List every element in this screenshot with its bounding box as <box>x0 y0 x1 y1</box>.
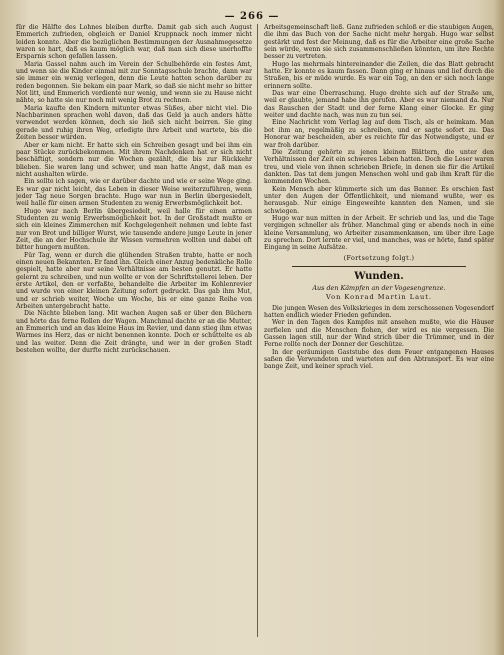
page-edge-shadow <box>494 0 504 655</box>
paragraph: Aber er kam nicht. Er hatte sich ein Schreiben gesagt und bei ihm ein paar Stücke zurückbekommen. Mit ihrem Nachdenken hat er sich nicht beschäftigt, sondern nur die Wochen gezählt, die bis zur Rückkehr blieben. Sie waren lang und schwer, und man hatte Angst, daß man es nicht aushalten würde. <box>16 141 252 178</box>
continuation-note: (Fortsetzung folgt.) <box>343 253 415 262</box>
paragraph: Für Tag, wenn er durch die glühenden Straßen trabte, hatte er noch einen neuen Bekannten. Er fand ihn. Gleich einer Anzug bedenkliche Rolle gespielt, hatte aber nur seine Verhältnisse am besten genutzt. Er hatte gelernt zu schreiben, und nun wollte er von der Schriftstellerei leben. Der erste Artikel, den er verfaßte, behandelte die Arbeiter im Kohlenrevier und wurde von einer kleinen Zeitung sofort gedruckt. Das gab ihm Mut, und er schrieb weiter, Woche um Woche, bis er eine ganze Reihe von Arbeiten untergebracht hatte. <box>16 251 252 311</box>
page-number: — 266 — <box>224 11 280 22</box>
right-column-text <box>264 24 494 252</box>
paragraph: Arbeitsgemeinschaft ließ. Ganz zufrieden schloß er die staubigen Augen, die ihm das Buch von der Sache nicht mehr hergab. Hugo war selbst gestärkt und fest der Meinung, daß es für die Arbeiter eine große Sache sein würde, wenn sie sich zusammenschließen könnten, um ihre Rechte besser zu vertreten. <box>264 24 494 61</box>
right-column <box>264 24 494 641</box>
column-divider <box>257 24 258 637</box>
poem-author: Von Konrad Martin Laut. <box>325 292 433 301</box>
paragraph: für die Hälfte des Lohnes bleiben durfte. Damit gab sich auch August Emmerich zufrieden, obgleich er Daniel Kruppnack noch immer nicht leiden konnte. Aber die bezüglichen Bestimmungen der Ausnahmegesetze waren so hart, daß es kaum möglich war, daß man sich diese unerhoffte Ersparnis schon gefallen lassen. <box>16 24 252 61</box>
paragraph: Die jungen Wesen des Volkskrieges in dem zerschossenen Vogesendorf hatten endlich wieder Frieden gefunden. <box>264 304 494 319</box>
poem-body <box>264 305 494 371</box>
paragraph: Ein sollte ich sagen, wie er darüber dachte und wie er seine Wege ging. Es war gar nicht leicht, das Leben in dieser Weise weiterzuführen, wenn jeder Tag neue Sorgen brachte. Hugo war nun in Berlin übergesiedelt, weil halle für einen armen Studenten zu wenig Erwerbsmöglichkeit bot. <box>16 178 252 208</box>
paragraph: Die Zeitung gehörte zu jenen kleinen Blättern, die unter den Verhältnissen der Zeit ein schweres Leben hatten. Doch die Leser waren treu, und viele von ihnen schrieben Briefe, in denen sie für die Artikel dankten. Das tat dem jungen Menschen wohl und gab ihm Kraft für die kommenden Wochen. <box>264 148 494 186</box>
paragraph: Die Nächte blieben lang. Mit wachen Augen saß er über den Büchern und hörte das ferne Rollen der Wagen. Manchmal dachte er an die Mutter, an Emmerich und an das kleine Haus im Revier, und dann stieg ihm etwas Warmes ins Herz, das er nicht benennen konnte. Doch er schüttelte es ab und las weiter. Denn die Zeit drängte, und wer in der großen Stadt bestehen wollte, der durfte nicht zurückschauen. <box>16 310 252 355</box>
poem-title: Wunden. <box>354 270 404 282</box>
paragraph: Eine Nachricht vom Verlag lag auf dem Tisch, als er heimkam. Man bot ihm an, regelmäßig zu schreiben, und er sagte sofort zu. Das Honorar war bescheiden, aber es reichte für das Notwendigste, und er war froh darüber. <box>264 119 494 149</box>
section-separator <box>292 266 466 267</box>
paragraph: Maria kaufte den Kindern mitunter etwas Süßes, aber nicht viel. Die Nachbarinnen sprachen wohl davon, daß das Geld ja auch anders hätte verwendet werden können, doch sie ließ sich nicht beirren. Sie ging gerade und ruhig ihren Weg, erledigte ihre Arbeit und wartete, bis die Zeiten besser würden. <box>16 104 252 142</box>
left-column <box>16 24 252 641</box>
paragraph: Wer in den Tagen des Kampfes mit ansehen mußte, wie die Häuser zerfielen und die Menschen flohen, der wird es nie vergessen. Die Gassen lagen still, nur der Wind strich über die Trümmer, und in der Ferne rollte noch der Donner der Geschütze. <box>264 319 494 349</box>
paragraph: Hugo war nun mitten in der Arbeit. Er schrieb und las, und die Tage vergingen schneller als früher. Manchmal ging er abends noch in eine kleine Versammlung, wo Arbeiter zusammenkamen, um über ihre Lage zu sprechen. Dort lernte er viel, und manches, was er hörte, fand später Eingang in seine Aufsätze. <box>264 214 494 252</box>
poem-subtitle: Aus den Kämpfen an der Vogesengrenze. <box>312 283 446 292</box>
paragraph: Hugo war nach Berlin übergesiedelt, weil halle für einen armen Studenten zu wenig Erwerbsmöglichkeit bot. In der Großstadt mußte er sich ein kleines Zimmerchen mit Kochgelegenheit nehmen und lebte fast nur von Brot und billiger Wurst, wie tausende andere junge Leute in jener Zeit, die an der Hochschule ihr Wissen vermehren wollten und dabei oft bitter hungern mußten. <box>16 207 252 252</box>
paragraph: Maria Gassel nahm auch im Verein der Schulbehörde ein festes Amt, und wenn sie die Kinder einmal mit zur Sonntagsschule brachte, dann war sie immer ein wenig verlegen, denn die Leute hatten schon darüber zu reden begonnen. Sie bekam ein paar Mark, so daß sie nicht mehr so bitter Not litt, und Emmerich verdiente nur wenig, und wenn sie zu Hause nicht nähte, so hatte sie nur noch mit wenig Brot zu rechnen. <box>16 60 252 105</box>
paragraph: Das war eine Überraschung. Hugo drehte sich auf der Straße um, weil er glaubte, jemand habe ihn gerufen. Aber es war niemand da. Nur das Rauschen der Stadt und der ferne Klang einer Glocke. Er ging weiter und dachte nach, was nun zu tun sei. <box>264 90 494 120</box>
paragraph: Kein Mensch aber kümmerte sich um das Banner. Es erschien fast unter den Augen der Öffentlichkeit, und niemand wußte, wer es herausgab. Nur einige Eingeweihte kannten den Namen, und sie schwiegen. <box>264 185 494 215</box>
paragraph: Hugo las mehrmals hintereinander die Zeilen, die das Blatt gebracht hatte. Er konnte es kaum fassen. Dann ging er hinaus und lief durch die Straßen, bis er müde wurde. Es war ein Tag, an den er sich noch lange erinnern sollte. <box>264 60 494 90</box>
paragraph: In der geräumigen Gaststube des dem Feuer entgangenen Hauses saßen die Verwundeten und warteten auf den Abtransport. Es war eine bange Zeit, und keiner sprach viel. <box>264 348 494 371</box>
